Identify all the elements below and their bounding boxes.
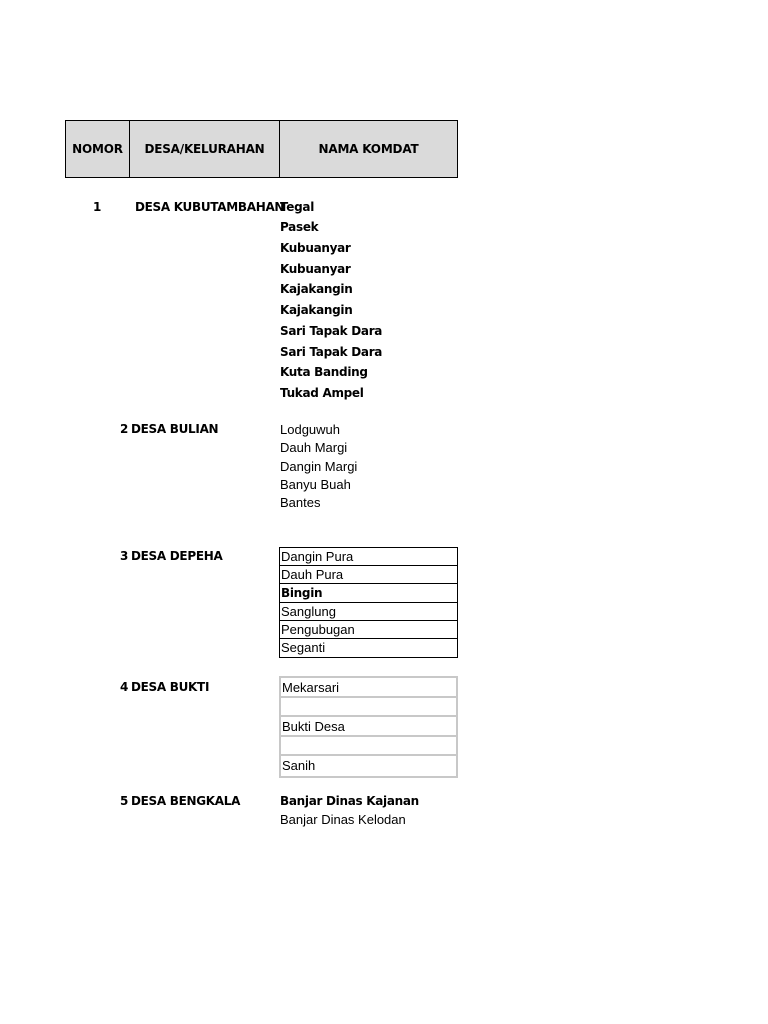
table-header xyxy=(65,120,458,178)
header-desa-kelurahan: DESA/KELURAHAN xyxy=(130,121,280,177)
komdat-item: Kajakangin xyxy=(280,303,353,317)
header-nama-komdat: NAMA KOMDAT xyxy=(318,142,419,156)
komdat-item: Bantes xyxy=(280,495,321,510)
entry-desa: DESA KUBUTAMBAHAN xyxy=(135,200,285,214)
komdat-item: Pasek xyxy=(280,220,319,234)
komdat-item: Lodguwuh xyxy=(280,422,340,437)
entry-desa: DESA BUKTI xyxy=(131,680,210,694)
entry-number: 3 xyxy=(120,549,129,563)
komdat-item: Tegal xyxy=(280,200,315,214)
komdat-item: Dangin Margi xyxy=(280,459,358,474)
entry-number: 2 xyxy=(120,422,129,436)
komdat-item: Tukad Ampel xyxy=(280,386,364,400)
komdat-table-depeha xyxy=(279,547,458,658)
komdat-item: Kubuanyar xyxy=(280,241,351,255)
komdat-cell-empty xyxy=(281,737,456,757)
komdat-cell: Bingin xyxy=(280,584,457,602)
komdat-item: Dauh Margi xyxy=(280,440,348,455)
komdat-item: Kuta Banding xyxy=(280,365,368,379)
komdat-cell: Bukti Desa xyxy=(281,717,456,737)
komdat-cell: Dangin Pura xyxy=(280,548,457,566)
entry-desa: DESA DEPEHA xyxy=(131,549,223,563)
komdat-cell: Mekarsari xyxy=(281,678,456,698)
komdat-item: Banjar Dinas Kajanan xyxy=(280,794,419,808)
komdat-cell: Sanglung xyxy=(280,603,457,621)
komdat-item: Kubuanyar xyxy=(280,262,351,276)
komdat-item: Kajakangin xyxy=(280,282,353,296)
komdat-cell: Pengubugan xyxy=(280,621,457,639)
komdat-item: Banyu Buah xyxy=(280,477,351,492)
entry-number: 1 xyxy=(93,200,102,214)
komdat-table-bukti xyxy=(279,676,458,778)
komdat-item: Sari Tapak Dara xyxy=(280,324,383,338)
entry-number: 5 xyxy=(120,794,129,808)
entry-number: 4 xyxy=(120,680,129,694)
komdat-cell: Dauh Pura xyxy=(280,566,457,584)
komdat-cell-empty xyxy=(281,698,456,718)
entry-desa: DESA BULIAN xyxy=(131,422,219,436)
komdat-item: Sari Tapak Dara xyxy=(280,345,383,359)
komdat-cell: Seganti xyxy=(281,639,326,655)
header-nomor: NOMOR xyxy=(66,121,130,177)
entry-desa: DESA BENGKALA xyxy=(131,794,241,808)
komdat-item: Banjar Dinas Kelodan xyxy=(280,812,406,827)
komdat-cell: Sanih xyxy=(282,758,316,774)
